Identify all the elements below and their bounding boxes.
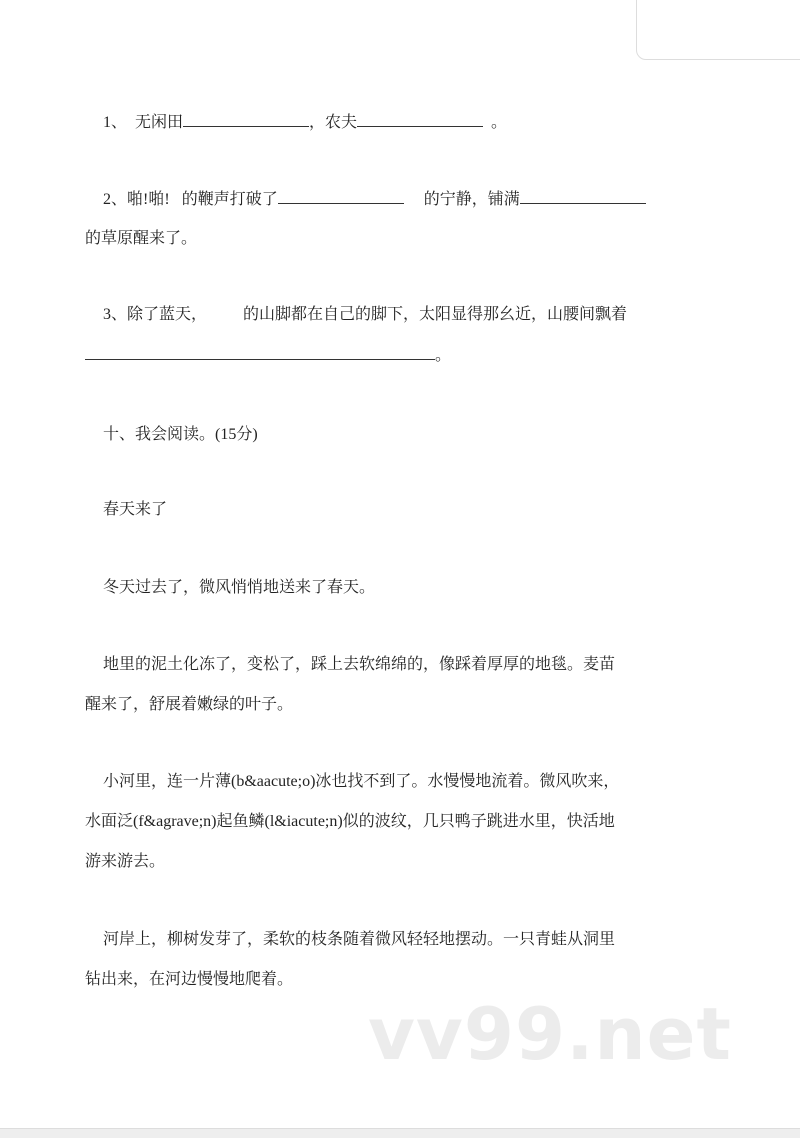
question-3-line-1: [103, 305, 627, 325]
question-3-line-2: [85, 345, 451, 366]
q2-blank-2[interactable]: [520, 189, 646, 204]
passage-title: 春天来了: [103, 501, 168, 518]
paragraph-4-line-2: 钻出来，在河边慢慢地爬着。: [85, 971, 294, 988]
watermark: vv99.net: [368, 992, 732, 1076]
q2-text-b: 的鞭声打破了: [181, 191, 278, 208]
paragraph-3-line-1: 小河里，连一片薄(b&aacute;o)冰也找不到了。水慢慢地流着。微风吹来，: [103, 773, 620, 790]
q2-text-c: 的宁静，铺满: [423, 191, 520, 208]
q3-text-a: 除了蓝天，: [127, 306, 208, 323]
q1-number: 1、: [103, 114, 128, 131]
paragraph-1: 冬天过去了，微风悄悄地送来了春天。: [103, 579, 376, 596]
q1-text-a: 无闲田: [135, 114, 184, 131]
page-corner-card: [636, 0, 800, 60]
question-2-line-2: 的草原醒来了。: [85, 230, 198, 247]
paragraph-4-line-1: 河岸上，柳树发芽了，柔软的枝条随着微风轻轻地摆动。一只青蛙从洞里: [103, 931, 616, 948]
q2-text-a: 啪!啪!: [127, 191, 170, 208]
paragraph-2-line-2: 醒来了，舒展着嫩绿的叶子。: [85, 696, 294, 713]
question-1: [103, 112, 507, 133]
q2-blank-1[interactable]: [278, 189, 404, 204]
paragraph-2-line-1: 地里的泥土化冻了，变松了，踩上去软绵绵的，像踩着厚厚的地毯。麦苗: [103, 656, 616, 673]
paragraph-3-line-2: 水面泛(f&agrave;n)起鱼鳞(l&iacute;n)似的波纹，几只鸭子跳进水里，快活地: [85, 813, 615, 830]
paragraph-3-line-3: 游来游去。: [85, 853, 166, 870]
q3-text-c: 。: [435, 347, 452, 364]
q2-number: 2、: [103, 191, 128, 208]
q1-text-c: 。: [491, 114, 508, 131]
q3-blank[interactable]: [85, 345, 435, 360]
section-title: 十、我会阅读。(15分): [103, 426, 258, 443]
q1-blank-2[interactable]: [357, 112, 483, 127]
q1-text-b: ，农夫: [309, 114, 358, 131]
q3-number: 3、: [103, 306, 128, 323]
q3-text-b: 的山脚都在自己的脚下，太阳显得那幺近，山腰间飘着: [243, 306, 628, 323]
question-2-line-1: [103, 189, 646, 210]
q1-blank-1[interactable]: [183, 112, 309, 127]
